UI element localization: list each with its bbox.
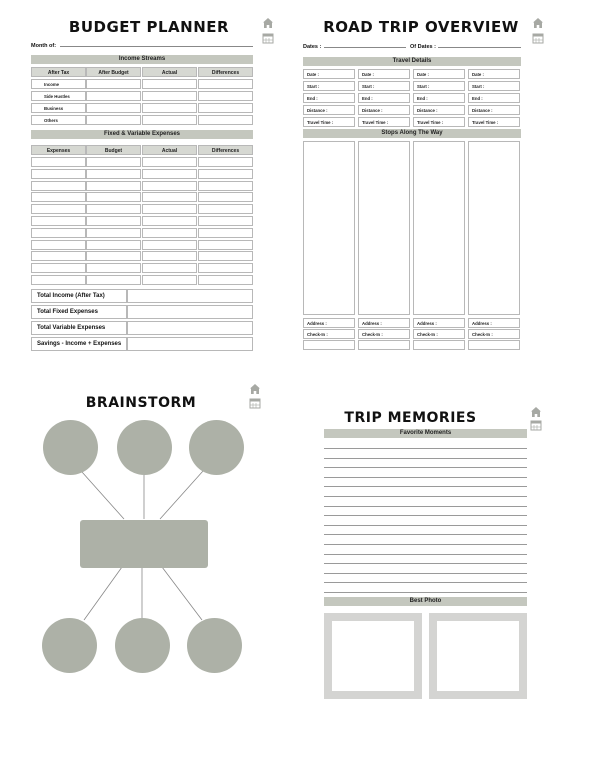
central-idea-box[interactable] bbox=[80, 520, 208, 568]
writing-line[interactable] bbox=[324, 534, 527, 535]
expense-input-cell[interactable] bbox=[198, 216, 253, 226]
total-value-input[interactable] bbox=[127, 289, 253, 303]
expense-input-cell[interactable] bbox=[142, 157, 197, 167]
writing-line[interactable] bbox=[324, 467, 527, 468]
travel-field-cell[interactable]: Date : bbox=[413, 69, 465, 79]
best-photo-bar: Best Photo bbox=[324, 597, 527, 606]
total-label: Savings - Income + Expenses bbox=[31, 337, 127, 351]
travel-field-cell[interactable]: End : bbox=[358, 93, 410, 103]
stop-extra-cell[interactable] bbox=[468, 340, 520, 350]
stop-field-cell[interactable]: Address : bbox=[413, 318, 465, 328]
total-label: Total Variable Expenses bbox=[31, 321, 127, 335]
expense-input-cell[interactable] bbox=[31, 181, 86, 191]
expense-input-cell[interactable] bbox=[86, 275, 141, 285]
writing-line[interactable] bbox=[324, 573, 527, 574]
idea-bubble-bottom-center[interactable] bbox=[115, 618, 170, 673]
stop-notes-box[interactable] bbox=[303, 141, 355, 315]
expense-input-cell[interactable] bbox=[142, 181, 197, 191]
writing-line[interactable] bbox=[324, 496, 527, 497]
month-label: Month of: bbox=[31, 43, 57, 49]
expense-input-cell[interactable] bbox=[31, 251, 86, 261]
dates-input[interactable] bbox=[324, 42, 406, 48]
calendar-icon[interactable] bbox=[530, 419, 542, 431]
stop-field-cell[interactable]: Address : bbox=[468, 318, 520, 328]
home-icon[interactable] bbox=[532, 17, 544, 29]
travel-field-cell[interactable]: Distance : bbox=[358, 105, 410, 115]
travel-field-cell[interactable]: Distance : bbox=[413, 105, 465, 115]
expense-input-cell[interactable] bbox=[198, 228, 253, 238]
idea-bubble-bottom-left[interactable] bbox=[42, 618, 97, 673]
memories-title: TRIP MEMORIES bbox=[344, 410, 477, 426]
expense-input-cell[interactable] bbox=[142, 204, 197, 214]
expense-input-cell[interactable] bbox=[31, 216, 86, 226]
home-icon[interactable] bbox=[530, 406, 542, 418]
expense-header-cell: Expenses bbox=[31, 145, 86, 155]
connector-line bbox=[82, 472, 124, 519]
expense-header-cell: Budget bbox=[86, 145, 141, 155]
travel-field-cell[interactable]: Start : bbox=[468, 81, 520, 91]
stop-notes-box[interactable] bbox=[358, 141, 410, 315]
income-header-cell: After Budget bbox=[86, 67, 141, 77]
month-input[interactable] bbox=[60, 41, 253, 47]
expense-input-cell[interactable] bbox=[198, 204, 253, 214]
expense-input-cell[interactable] bbox=[198, 157, 253, 167]
income-input-cell[interactable] bbox=[86, 79, 141, 89]
calendar-icon[interactable] bbox=[262, 32, 274, 44]
stop-notes-box[interactable] bbox=[413, 141, 465, 315]
writing-line[interactable] bbox=[324, 458, 527, 459]
expense-input-cell[interactable] bbox=[198, 263, 253, 273]
writing-line[interactable] bbox=[324, 554, 527, 555]
stop-field-cell[interactable]: Check-In : bbox=[358, 329, 410, 339]
expense-input-cell[interactable] bbox=[31, 240, 86, 250]
income-input-cell[interactable] bbox=[198, 103, 253, 113]
expense-input-cell[interactable] bbox=[142, 263, 197, 273]
total-value-input[interactable] bbox=[127, 321, 253, 335]
income-input-cell[interactable] bbox=[86, 91, 141, 101]
expense-input-cell[interactable] bbox=[198, 251, 253, 261]
calendar-icon[interactable] bbox=[532, 32, 544, 44]
stop-field-cell[interactable]: Address : bbox=[303, 318, 355, 328]
income-header-cell: Actual bbox=[142, 67, 197, 77]
expense-input-cell[interactable] bbox=[31, 275, 86, 285]
income-header-cell: Differences bbox=[198, 67, 253, 77]
expense-input-cell[interactable] bbox=[198, 275, 253, 285]
expense-input-cell[interactable] bbox=[198, 181, 253, 191]
expense-input-cell[interactable] bbox=[142, 275, 197, 285]
dates-label: Dates : bbox=[303, 44, 322, 50]
income-input-cell[interactable] bbox=[142, 79, 197, 89]
home-icon[interactable] bbox=[262, 17, 274, 29]
expense-header-cell: Differences bbox=[198, 145, 253, 155]
expense-input-cell[interactable] bbox=[198, 169, 253, 179]
travel-field-cell[interactable]: Date : bbox=[303, 69, 355, 79]
expense-input-cell[interactable] bbox=[198, 192, 253, 202]
income-input-cell[interactable] bbox=[142, 103, 197, 113]
expense-input-cell[interactable] bbox=[86, 263, 141, 273]
budget-title: BUDGET PLANNER bbox=[68, 18, 230, 36]
of-dates-label: Of Dates : bbox=[410, 44, 436, 50]
total-label: Total Income (After Tax) bbox=[31, 289, 127, 303]
travel-field-cell[interactable]: End : bbox=[468, 93, 520, 103]
travel-field-cell[interactable]: End : bbox=[303, 93, 355, 103]
expense-input-cell[interactable] bbox=[198, 240, 253, 250]
income-input-cell[interactable] bbox=[142, 91, 197, 101]
income-input-cell[interactable] bbox=[142, 115, 197, 125]
income-header-cell: After Tax bbox=[31, 67, 86, 77]
of-dates-input[interactable] bbox=[438, 42, 521, 48]
expense-input-cell[interactable] bbox=[31, 169, 86, 179]
expense-input-cell[interactable] bbox=[142, 228, 197, 238]
travel-field-cell[interactable]: Travel Time : bbox=[468, 117, 520, 127]
expense-input-cell[interactable] bbox=[31, 192, 86, 202]
travel-field-cell[interactable]: End : bbox=[413, 93, 465, 103]
stop-extra-cell[interactable] bbox=[413, 340, 465, 350]
connector-line bbox=[84, 567, 122, 620]
income-row-label: Business bbox=[31, 103, 86, 113]
writing-line[interactable] bbox=[324, 448, 527, 449]
expense-input-cell[interactable] bbox=[142, 251, 197, 261]
budget-planner-page bbox=[24, 8, 274, 358]
income-input-cell[interactable] bbox=[198, 79, 253, 89]
expense-input-cell[interactable] bbox=[86, 157, 141, 167]
writing-line[interactable] bbox=[324, 515, 527, 516]
expense-input-cell[interactable] bbox=[86, 192, 141, 202]
writing-line[interactable] bbox=[324, 563, 527, 564]
income-row-label: Income bbox=[31, 79, 86, 89]
expense-input-cell[interactable] bbox=[86, 216, 141, 226]
expense-input-cell[interactable] bbox=[142, 216, 197, 226]
writing-line[interactable] bbox=[324, 506, 527, 507]
stop-field-cell[interactable]: Check-In : bbox=[413, 329, 465, 339]
stops-bar: Stops Along The Way bbox=[303, 129, 521, 138]
writing-line[interactable] bbox=[324, 582, 527, 583]
idea-bubble-top-center[interactable] bbox=[117, 420, 172, 475]
photo-frame-right[interactable] bbox=[429, 613, 527, 699]
expense-input-cell[interactable] bbox=[31, 228, 86, 238]
income-input-cell[interactable] bbox=[86, 115, 141, 125]
travel-field-cell[interactable]: Date : bbox=[358, 69, 410, 79]
writing-line[interactable] bbox=[324, 477, 527, 478]
expenses-bar: Fixed & Variable Expenses bbox=[31, 130, 253, 139]
expense-input-cell[interactable] bbox=[31, 263, 86, 273]
trip-memories-page bbox=[298, 376, 548, 704]
expense-input-cell[interactable] bbox=[86, 169, 141, 179]
expense-input-cell[interactable] bbox=[31, 204, 86, 214]
total-label: Total Fixed Expenses bbox=[31, 305, 127, 319]
income-row-label: Others bbox=[31, 115, 86, 125]
idea-bubble-top-right[interactable] bbox=[189, 420, 244, 475]
expense-input-cell[interactable] bbox=[31, 157, 86, 167]
travel-field-cell[interactable]: Start : bbox=[358, 81, 410, 91]
road-trip-page bbox=[298, 8, 548, 358]
travel-field-cell[interactable]: Start : bbox=[413, 81, 465, 91]
stop-notes-box[interactable] bbox=[468, 141, 520, 315]
expense-input-cell[interactable] bbox=[86, 228, 141, 238]
income-input-cell[interactable] bbox=[198, 91, 253, 101]
travel-field-cell[interactable]: Travel Time : bbox=[358, 117, 410, 127]
expense-input-cell[interactable] bbox=[86, 240, 141, 250]
expense-input-cell[interactable] bbox=[142, 169, 197, 179]
brainstorm-title: BRAINSTORM bbox=[85, 395, 197, 411]
income-input-cell[interactable] bbox=[86, 103, 141, 113]
expense-input-cell[interactable] bbox=[86, 251, 141, 261]
travel-field-cell[interactable]: Start : bbox=[303, 81, 355, 91]
travel-field-cell[interactable]: Date : bbox=[468, 69, 520, 79]
expense-input-cell[interactable] bbox=[142, 192, 197, 202]
income-row-label: Side Hustles bbox=[31, 91, 86, 101]
travel-field-cell[interactable]: Travel Time : bbox=[413, 117, 465, 127]
expense-input-cell[interactable] bbox=[86, 181, 141, 191]
stop-field-cell[interactable]: Address : bbox=[358, 318, 410, 328]
idea-bubble-top-left[interactable] bbox=[43, 420, 98, 475]
brainstorm-page bbox=[12, 376, 270, 704]
travel-field-cell[interactable]: Travel Time : bbox=[303, 117, 355, 127]
total-value-input[interactable] bbox=[127, 337, 253, 351]
writing-line[interactable] bbox=[324, 544, 527, 545]
travel-field-cell[interactable]: Distance : bbox=[468, 105, 520, 115]
stop-extra-cell[interactable] bbox=[303, 340, 355, 350]
income-streams-bar: Income Streams bbox=[31, 55, 253, 64]
expense-header-cell: Actual bbox=[142, 145, 197, 155]
road-trip-title: ROAD TRIP OVERVIEW bbox=[323, 18, 519, 36]
connector-line bbox=[160, 471, 203, 519]
expense-input-cell[interactable] bbox=[142, 240, 197, 250]
total-value-input[interactable] bbox=[127, 305, 253, 319]
connector-line bbox=[162, 567, 202, 620]
travel-details-bar: Travel Details bbox=[303, 57, 521, 66]
writing-line[interactable] bbox=[324, 525, 527, 526]
writing-line[interactable] bbox=[324, 592, 527, 593]
travel-field-cell[interactable]: Distance : bbox=[303, 105, 355, 115]
income-input-cell[interactable] bbox=[198, 115, 253, 125]
idea-bubble-bottom-right[interactable] bbox=[187, 618, 242, 673]
photo-frame-left[interactable] bbox=[324, 613, 422, 699]
favorite-moments-bar: Favorite Moments bbox=[324, 429, 527, 438]
writing-line[interactable] bbox=[324, 486, 527, 487]
stop-field-cell[interactable]: Check-In : bbox=[468, 329, 520, 339]
stop-field-cell[interactable]: Check-In : bbox=[303, 329, 355, 339]
stop-extra-cell[interactable] bbox=[358, 340, 410, 350]
expense-input-cell[interactable] bbox=[86, 204, 141, 214]
